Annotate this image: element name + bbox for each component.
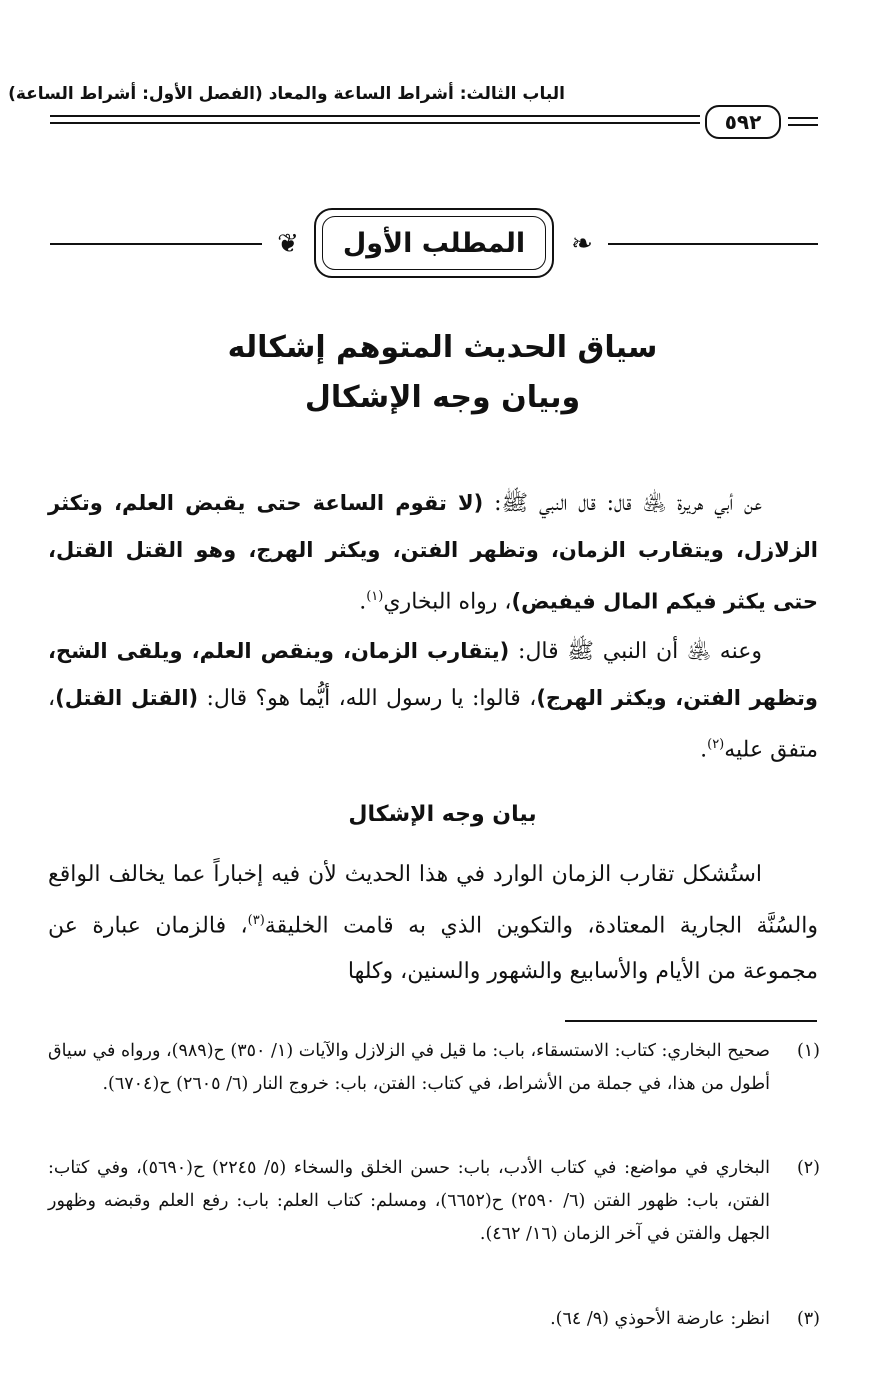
footnote-text: البخاري في مواضع: في كتاب الأدب، باب: حسن الخلق والسخاء (٥/ ٢٢٤٥) ح(٥٦٩٠)، وفي كتاب: الفتن، باب: ظهور الفتن (٦/ ٢٥٩٠) ح(٦٦٥٢)، ومسلم: كتاب العلم: باب: رفع العلم وقبضه وظهور الجهل والفتن في آخر الزمان (١٦/ ٤٦٢). [48,1158,771,1244]
hadith2-middle: ، قالوا: يا رسول الله، أيُّما هو؟ قال: [198,686,537,711]
footnote-ref-3[interactable]: (٣) [247,913,265,928]
footnote-number: (١) [796,1041,820,1061]
section-line-left [50,243,262,245]
header-rule-right-top [788,117,818,119]
hadith-paragraph-1: عن أبي هريرة ﵁ قال: قال النبي ﷺ: (لا تقوم الساعة حتى يقبض العلم، وتكثر الزلازل، ويتقارب الزمان، وتظهر الفتن، ويكثر الهرج، وهو القتل القتل، حتى يكثر فيكم المال فيفيض)، رواه البخاري$^{(١)}$. [48,491,818,615]
section-line-right [608,243,818,245]
problem-paragraph [48,852,818,995]
hadith2-outro: ، متفق عليه [48,686,818,763]
running-header: الباب الثالث: أشراط الساعة والمعاد (الفصل الأول: أشراط الساعة) [8,84,565,104]
hadith1-intro: عن أبي هريرة ﵁ قال: قال النبي ﷺ: [483,491,762,516]
hadith2-intro: وعنه ﵁ أن النبي ﷺ قال: [509,639,762,664]
footnote-separator [565,1020,817,1022]
hadith1-outro: ، رواه البخاري [383,589,512,615]
footnote-ref-2[interactable]: (٢) [707,737,725,752]
section-title-line1: سياق الحديث المتوهم إشكاله [227,330,658,365]
ornament-left-icon: ❦ [277,229,299,259]
section-title-line2: وبيان وجه الإشكال [304,380,581,415]
header-rule-right-bottom [788,124,818,126]
header-rule-bottom [50,122,700,124]
footnote-number: (٢) [796,1158,820,1178]
footnote-number: (٣) [796,1309,820,1329]
problem-heading: بيان وجه الإشكال [348,802,537,827]
header-rule-top [50,115,700,117]
hadith-paragraph-2: وعنه ﵁ أن النبي ﷺ قال: (يتقارب الزمان، وينقص العلم، ويلقى الشح، وتظهر الفتن، ويكثر الهرج)، قالوا: يا رسول الله، أيُّما هو؟ قال: (القتل القتل)، متفق عليه$^{(٢)}$. [48,639,818,763]
section-label: المطلب الأول [314,208,554,278]
footnote-text: انظر: عارضة الأحوذي (٩/ ٦٤). [550,1309,770,1329]
footnote-2 [48,1152,820,1251]
footnote-1 [48,1035,820,1101]
hadith2-quote: (يتقارب الزمان، وينقص العلم، ويلقى الشح، وتظهر الفتن، ويكثر الهرج) [48,639,818,710]
problem-text: استُشكل تقارب الزمان الوارد في هذا الحديث لأن فيه إخباراً عما يخالف الواقع والسُنَّة الجارية المعتادة، والتكوين الذي به قامت الخليقة [48,862,819,939]
problem-text-continued: ، فالزمان عبارة عن مجموعة من الأيام والأسابيع والشهور والسنين، وكلها [48,913,818,985]
footnote-text: صحيح البخاري: كتاب: الاستسقاء، باب: ما قيل في الزلازل والآيات (١/ ٣٥٠) ح(٩٨٩)، ورواه في سياق أطول من هذا، في جملة من الأشراط، في كتاب: الفتن، باب: خروج النار (٦/ ٢٦٠٥) ح(٦٧٠٤). [48,1041,770,1094]
ornament-right-icon: ❧ [571,229,593,259]
hadith1-quote: (لا تقوم الساعة حتى يقبض العلم، وتكثر الزلازل، ويتقارب الزمان، وتظهر الفتن، ويكثر الهرج، وهو القتل القتل، حتى يكثر فيكم المال فيفيض) [48,491,818,614]
page-number: ٥٩٢ [705,105,781,139]
hadith2-quote2: (القتل القتل) [55,686,199,710]
footnote-ref-1[interactable]: (١) [366,589,384,604]
footnote-3 [48,1303,820,1336]
